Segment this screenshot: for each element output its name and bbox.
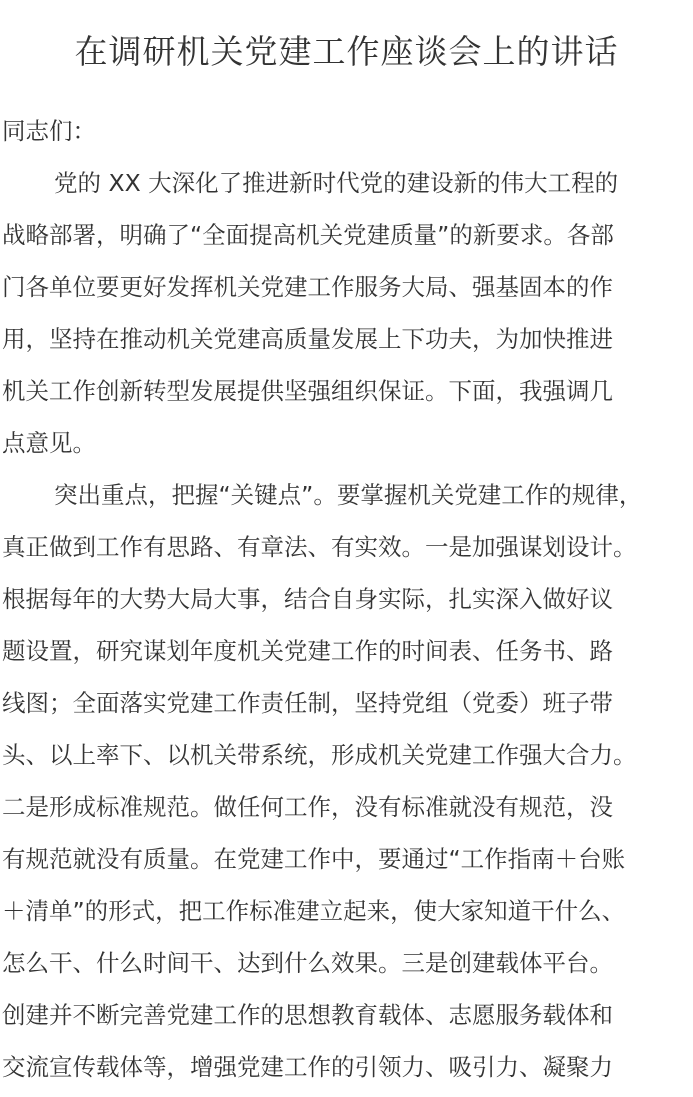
document-title: 在调研机关党建工作座谈会上的讲话	[74, 32, 619, 71]
text-line: 交流宣传载体等，增强党建工作的引领力、吸引力、凝聚力	[2, 1053, 613, 1081]
text-line: 题设置，研究谋划年度机关党建工作的时间表、任务书、路	[2, 637, 613, 665]
text-line: 线图；全面落实党建工作责任制，坚持党组（党委）班子带	[2, 689, 613, 717]
text-line: 怎么干、什么时间干、达到什么效果。三是创建载体平台。	[2, 949, 613, 977]
text-line: ＋清单”的形式，把工作标准建立起来，使大家知道干什么、	[2, 897, 626, 925]
text-line: 党的 XX 大深化了推进新时代党的建设新的伟大工程的	[54, 169, 619, 197]
text-line: 战略部署，明确了“全面提高机关党建质量”的新要求。各部	[2, 221, 614, 249]
text-line: 有规范就没有质量。在党建工作中，要通过“工作指南＋台账	[2, 845, 626, 873]
salutation: 同志们：	[2, 117, 96, 145]
text-line: 点意见。	[2, 429, 96, 457]
text-line: 二是形成标准规范。做任何工作，没有标准就没有规范，没	[2, 793, 613, 821]
text-line: 用，坚持在推动机关党建高质量发展上下功夫，为加快推进	[2, 325, 613, 353]
text-line: 门各单位要更好发挥机关党建工作服务大局、强基固本的作	[2, 273, 613, 301]
text-line: 机关工作创新转型发展提供坚强组织保证。下面，我强调几	[2, 377, 613, 405]
text-line: 根据每年的大势大局大事，结合自身实际，扎实深入做好议	[2, 585, 613, 613]
text-line: 创建并不断完善党建工作的思想教育载体、志愿服务载体和	[2, 1001, 613, 1029]
text-line: 真正做到工作有思路、有章法、有实效。一是加强谋划设计。	[2, 533, 637, 561]
text-line: 突出重点，把握“关键点”。要掌握机关党建工作的规律，	[54, 481, 643, 509]
text-line: 头、以上率下、以机关带系统，形成机关党建工作强大合力。	[2, 741, 637, 769]
